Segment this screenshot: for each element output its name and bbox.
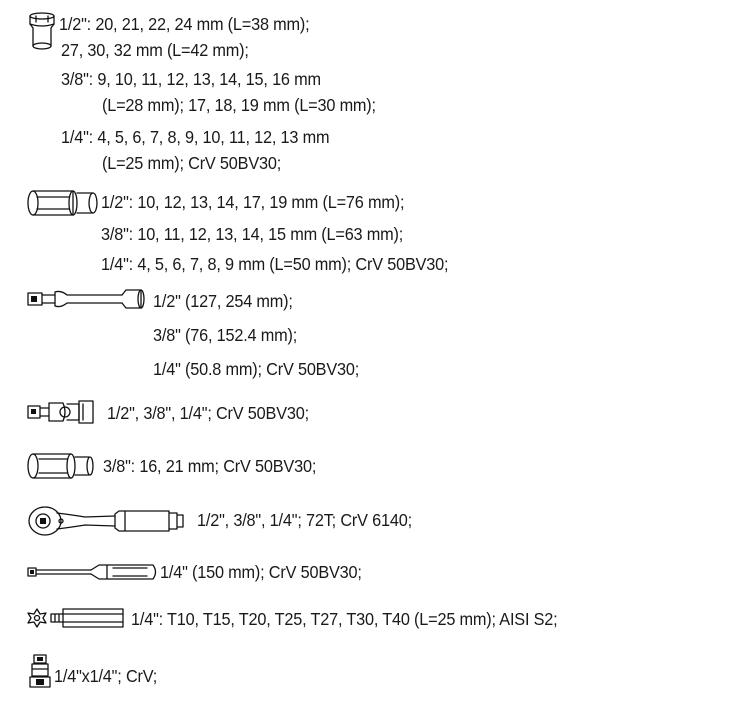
torx-bit-icon (27, 605, 127, 636)
spec-line: (L=25 mm); CrV 50BV30; (102, 153, 282, 173)
spec-line: 1/2", 3/8", 1/4"; CrV 50BV30; (107, 403, 309, 423)
spec-line: 3/8": 9, 10, 11, 12, 13, 14, 15, 16 mm (61, 69, 321, 89)
spec-line: 3/8" (76, 152.4 mm); (153, 325, 298, 345)
spec-line: (L=28 mm); 17, 18, 19 mm (L=30 mm); (102, 95, 376, 115)
spec-line: 1/4": 4, 5, 6, 7, 8, 9 mm (L=50 mm); CrV 50BV30; (101, 254, 449, 274)
spec-line: 1/4" (50.8 mm); CrV 50BV30; (153, 359, 360, 379)
spec-line: 1/2": 10, 12, 13, 14, 17, 19 mm (L=76 mm); (101, 192, 405, 212)
spec-line: 1/2": 20, 21, 22, 24 mm (L=38 mm); (59, 14, 310, 34)
spec-line: 1/4" (150 mm); CrV 50BV30; (160, 562, 362, 582)
ratchet-handle-icon (27, 505, 187, 542)
universal-joint-icon (27, 398, 97, 431)
spec-line: 1/4"x1/4"; CrV; (54, 666, 158, 686)
spinner-handle-icon (27, 560, 159, 589)
extension-bar-icon (27, 287, 147, 316)
spec-line: 1/4": 4, 5, 6, 7, 8, 9, 10, 11, 12, 13 mm (61, 127, 330, 147)
spark-plug-socket-icon (27, 451, 97, 486)
spec-line: 3/8": 16, 21 mm; CrV 50BV30; (103, 456, 317, 476)
adapter-icon (29, 654, 51, 693)
spec-line: 1/2", 3/8", 1/4"; 72T; CrV 6140; (197, 510, 412, 530)
spec-line: 27, 30, 32 mm (L=42 mm); (61, 40, 249, 60)
spec-line: 1/2" (127, 254 mm); (153, 291, 293, 311)
spec-line: 1/4": T10, T15, T20, T25, T27, T30, T40 (L=25 mm); AISI S2; (131, 609, 558, 629)
spec-line: 3/8": 10, 11, 12, 13, 14, 15 mm (L=63 mm); (101, 224, 404, 244)
deep-socket-icon (27, 188, 99, 223)
short-socket-icon (27, 12, 57, 57)
